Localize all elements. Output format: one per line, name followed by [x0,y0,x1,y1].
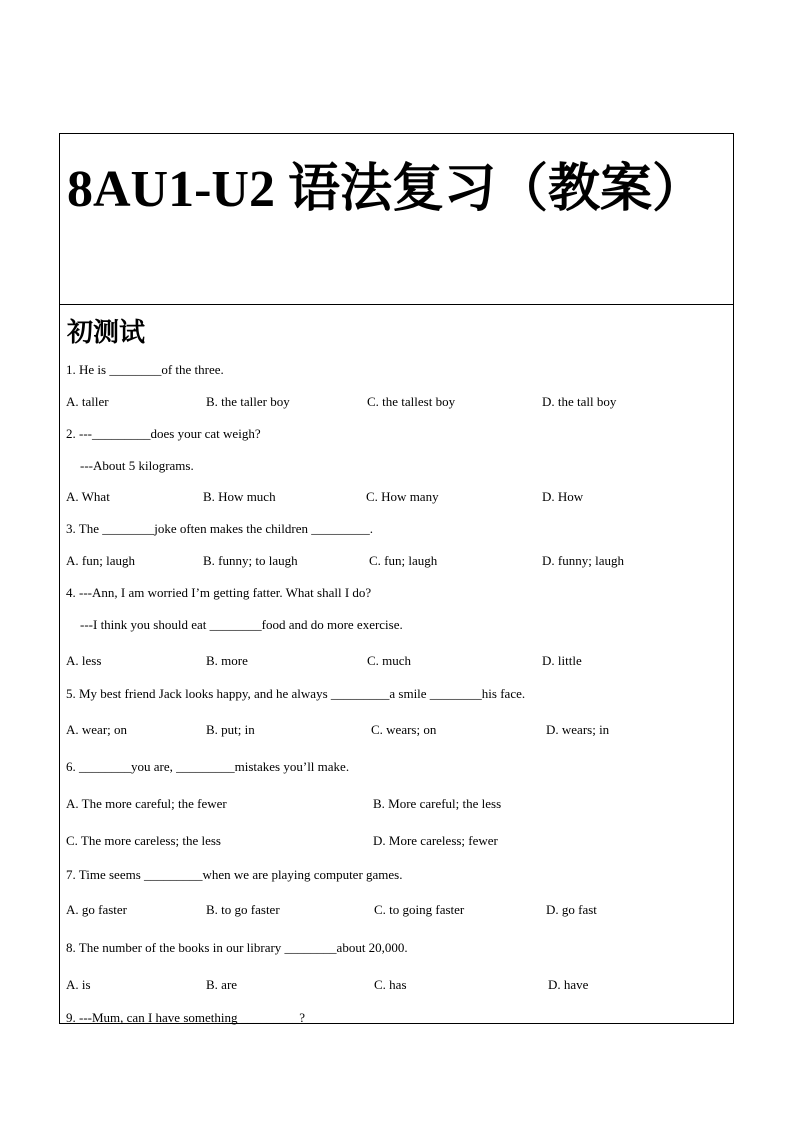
question-8-stem: 8. The number of the books in our library ________about 20,000. [66,940,408,955]
title-box [60,134,733,305]
question-5-stem: 5. My best friend Jack looks happy, and he always _________a smile ________his face. [66,686,526,701]
question-3-stem: 3. The ________joke often makes the children _________. [66,521,374,536]
question-2-option-a: A. What [66,489,110,504]
question-5-option-b: B. put; in [206,722,255,737]
question-3-option-d: D. funny; laugh [542,553,624,568]
question-5-option-a: A. wear; on [66,722,128,737]
question-4-answer: ---I think you should eat ________food and do more exercise. [80,617,403,632]
question-4-option-b: B. more [206,653,248,668]
question-2-option-c: C. How many [366,489,439,504]
question-6-option-b: B. More careful; the less [373,796,502,811]
question-4-option-c: C. much [367,653,412,668]
question-7-option-b: B. to go faster [206,902,280,917]
question-3-option-a: A. fun; laugh [66,553,135,568]
question-9-stem: 9. ---Mum, can I have something _________? [66,1010,306,1025]
question-7-option-d: D. go fast [546,902,597,917]
question-7-option-c: C. to going faster [374,902,465,917]
section-heading: 初测试 [67,318,146,347]
question-4-option-a: A. less [66,653,102,668]
question-4-stem: 4. ---Ann, I am worried I’m getting fatter. What shall I do? [66,585,372,600]
question-2-stem: 2. ---_________does your cat weigh? [66,426,261,441]
question-7-option-a: A. go faster [66,902,128,917]
question-3-option-b: B. funny; to laugh [203,553,298,568]
question-2-answer: ---About 5 kilograms. [80,458,194,473]
question-4-option-d: D. little [542,653,582,668]
question-3-option-c: C. fun; laugh [369,553,438,568]
question-1-option-b: B. the taller boy [206,394,290,409]
question-2-option-d: D. How [542,489,584,504]
question-1-option-c: C. the tallest boy [367,394,456,409]
question-8-option-d: D. have [548,977,589,992]
question-7-stem: 7. Time seems _________when we are playing computer games. [66,867,403,882]
question-6-stem: 6. ________you are, _________mistakes you’ll make. [66,759,350,774]
question-6-option-c: C. The more careless; the less [66,833,221,848]
page-title: 8AU1-U2 语法复习（教案） [67,161,704,218]
worksheet-frame [59,133,734,1024]
question-8-option-b: B. are [206,977,238,992]
question-5-option-c: C. wears; on [371,722,437,737]
question-1-option-a: A. taller [66,394,109,409]
question-1-stem: 1. He is ________of the three. [66,362,224,377]
question-1-option-d: D. the tall boy [542,394,617,409]
question-5-option-d: D. wears; in [546,722,610,737]
question-6-option-a: A. The more careful; the fewer [66,796,227,811]
question-2-option-b: B. How much [203,489,276,504]
question-8-option-c: C. has [374,977,407,992]
question-6-option-d: D. More careless; fewer [373,833,498,848]
question-8-option-a: A. is [66,977,91,992]
